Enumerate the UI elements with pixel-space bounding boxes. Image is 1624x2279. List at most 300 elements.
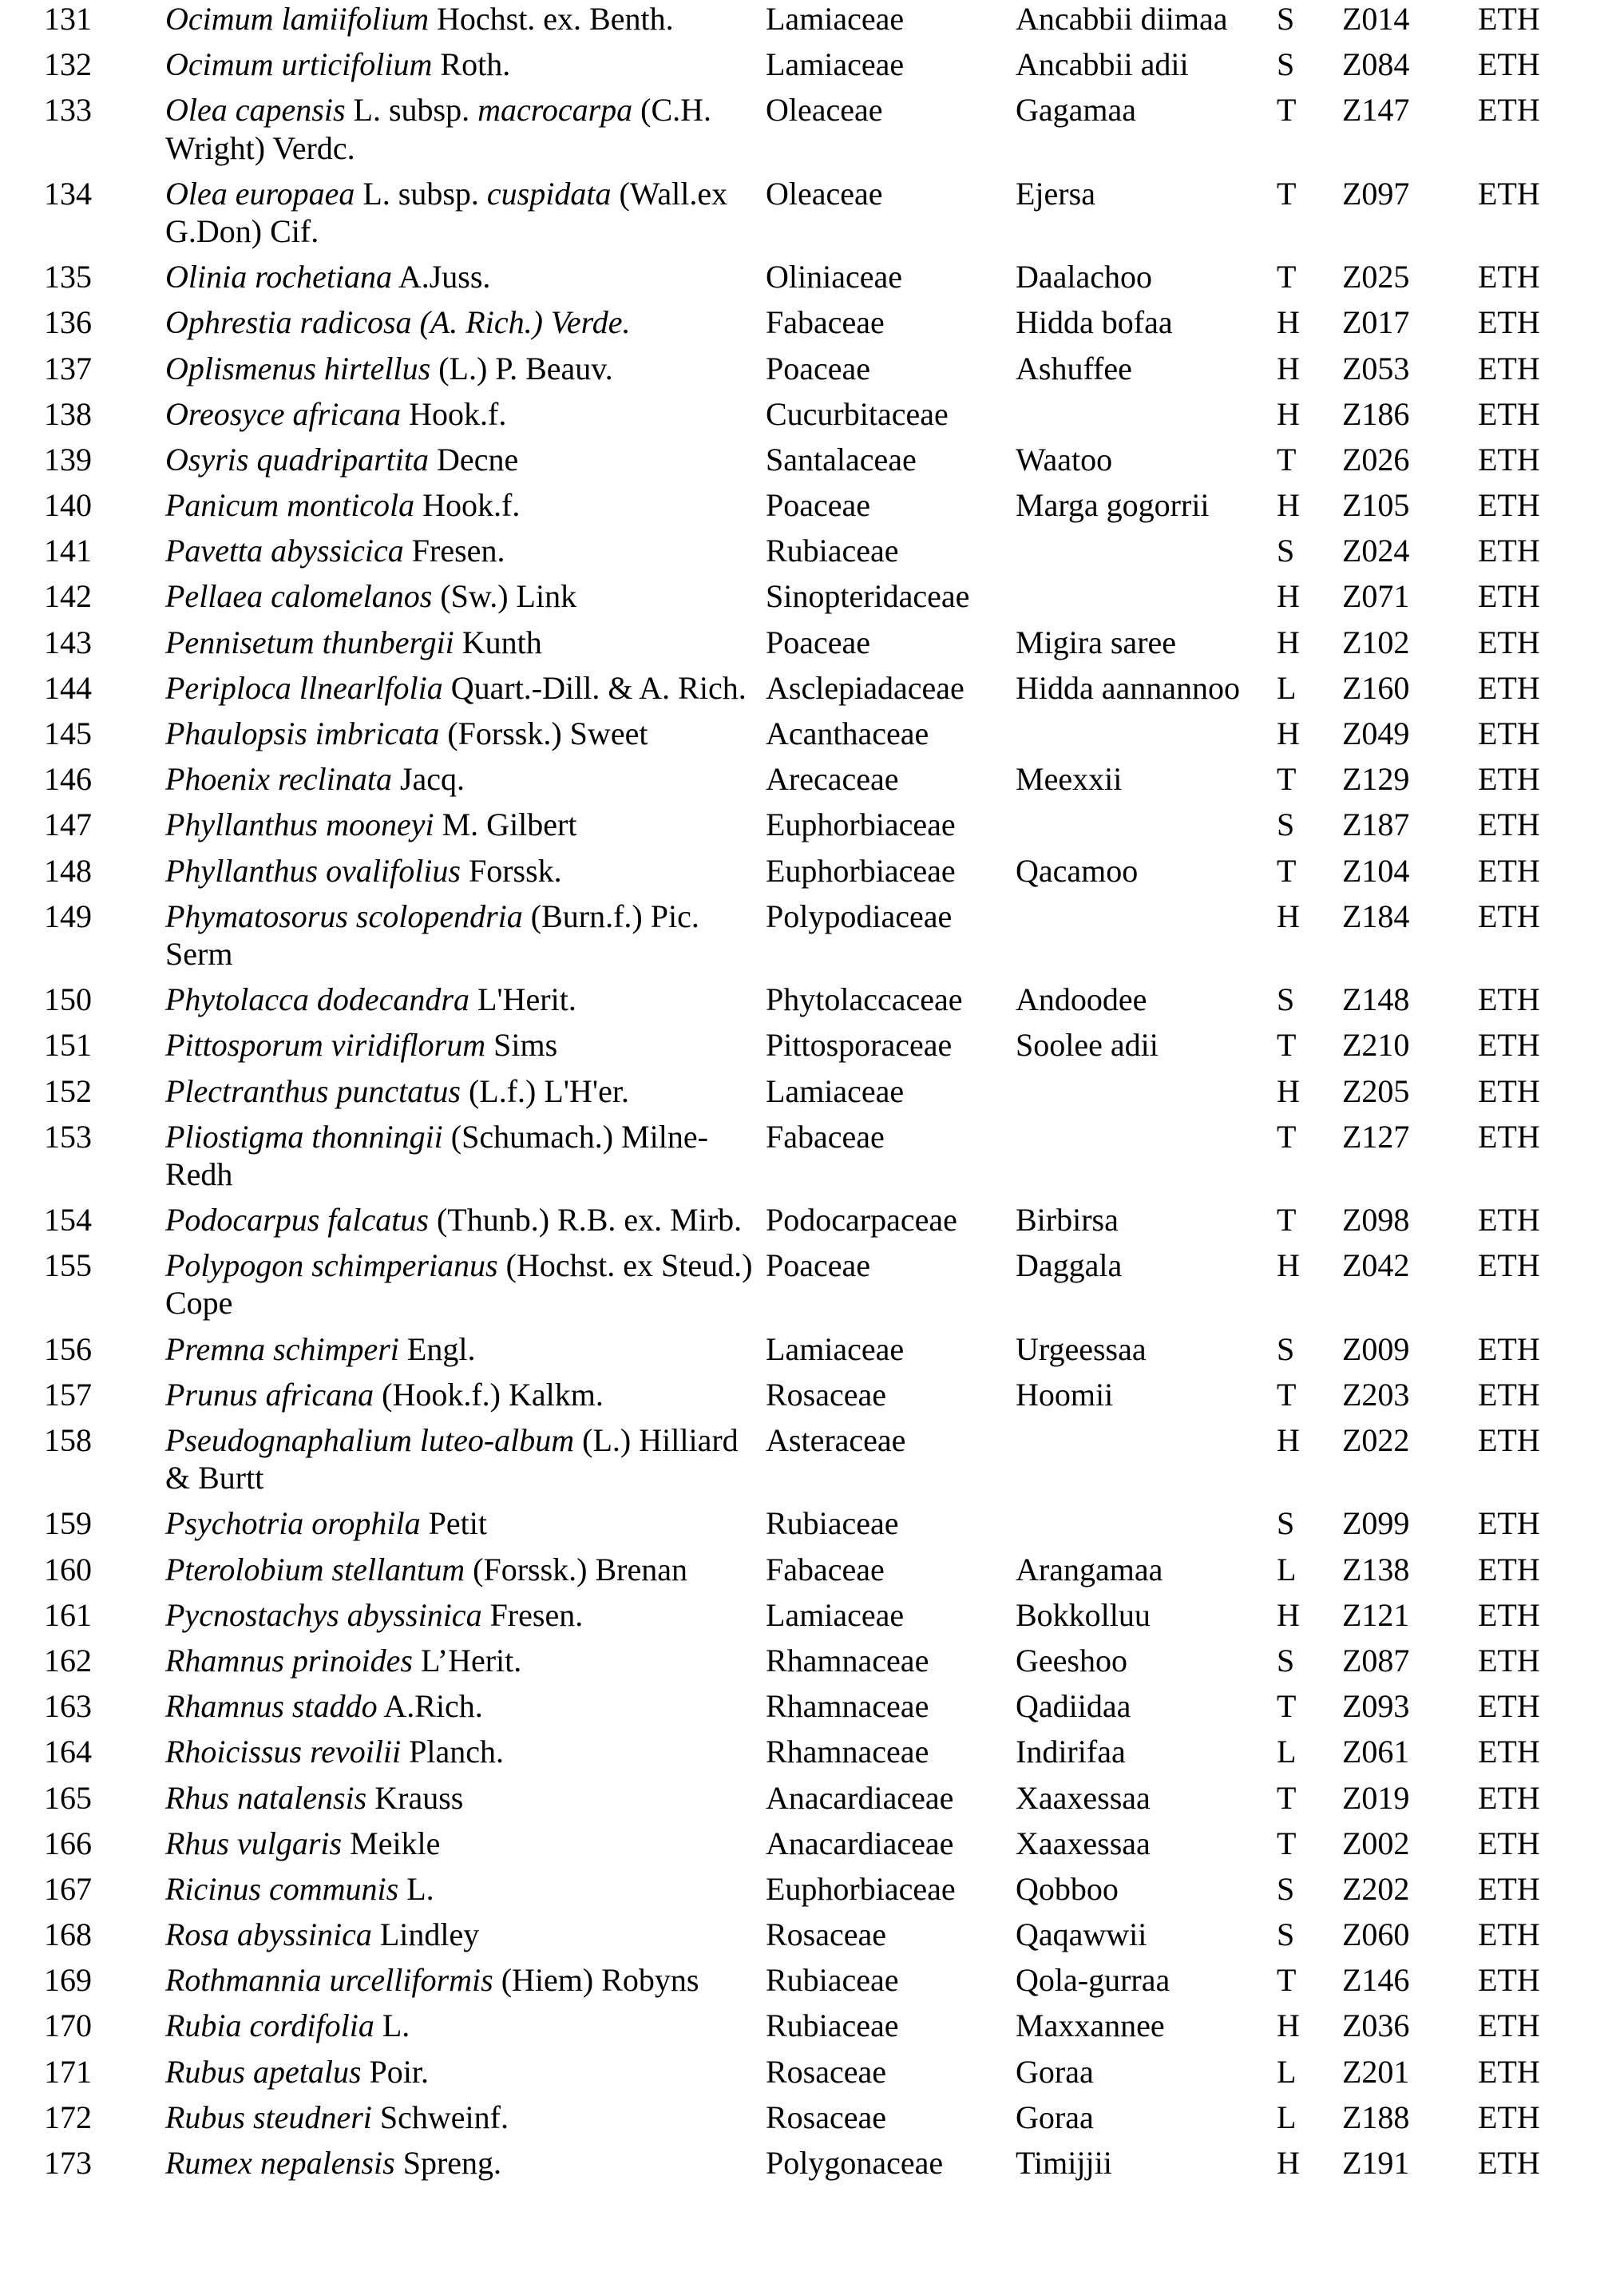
family-name: Lamiaceae <box>766 1072 905 1109</box>
table-row <box>0 1642 1624 1687</box>
family-name: Oleaceae <box>766 175 883 212</box>
scientific-name: Rothmannia urcelliformis (Hiem) Robyns <box>165 1962 699 1999</box>
local-name <box>1016 1118 1277 1201</box>
table-row <box>0 486 1624 532</box>
scientific-name: Phyllanthus ovalifolius Forssk. <box>165 852 562 889</box>
scientific-name: Rubia cordifolia L. <box>165 2008 410 2044</box>
family-name: Rosaceae <box>766 1376 887 1413</box>
row-spacer <box>112 1642 165 1687</box>
table-row <box>0 981 1624 1026</box>
country-code: ETH <box>1478 533 1540 569</box>
habit-code: L <box>1277 1734 1297 1770</box>
scientific-name: Rhus natalensis Krauss <box>165 1779 464 1816</box>
table-row <box>0 175 1624 258</box>
scientific-name: Phyllanthus mooneyi M. Gilbert <box>165 807 577 843</box>
table-row <box>0 1072 1624 1118</box>
local-name: Maxxannee <box>1016 2008 1165 2044</box>
voucher-code: Z036 <box>1342 2008 1410 2044</box>
table-row <box>0 2053 1624 2099</box>
habit-code: H <box>1277 715 1300 751</box>
local-name <box>1016 715 1277 760</box>
country-code: ETH <box>1478 1870 1540 1907</box>
scientific-name: Phoenix reclinata Jacq. <box>165 761 465 798</box>
scientific-name: Osyris quadripartita Decne <box>165 441 519 478</box>
local-name: Ashuffee <box>1016 350 1132 386</box>
habit-code: L <box>1277 2053 1297 2090</box>
local-name: Birbirsa <box>1016 1202 1119 1239</box>
table-row <box>0 1504 1624 1550</box>
country-code: ETH <box>1478 2053 1540 2090</box>
row-spacer <box>112 760 165 806</box>
row-spacer <box>112 669 165 715</box>
row-spacer <box>112 1421 165 1504</box>
country-code: ETH <box>1478 1 1540 37</box>
family-name: Polypodiaceae <box>766 898 953 934</box>
local-name: Timijjii <box>1016 2145 1112 2181</box>
table-row <box>0 624 1624 669</box>
local-name: Qaqawwii <box>1016 1916 1147 1953</box>
local-name: Urgeessaa <box>1016 1330 1147 1367</box>
voucher-code: Z187 <box>1342 807 1410 843</box>
row-number: 140 <box>44 487 92 524</box>
country-code: ETH <box>1478 395 1540 432</box>
scientific-name: Ocimum urticifolium Roth. <box>165 46 511 83</box>
table-row <box>0 258 1624 303</box>
country-code: ETH <box>1478 1734 1540 1770</box>
country-code: ETH <box>1478 1962 1540 1999</box>
country-code: ETH <box>1478 761 1540 798</box>
row-spacer <box>112 1916 165 1961</box>
local-name: Daggala <box>1016 1247 1123 1284</box>
row-spacer <box>112 1201 165 1247</box>
country-code: ETH <box>1478 1596 1540 1633</box>
local-name: Meexxii <box>1016 761 1123 798</box>
row-number: 151 <box>44 1027 92 1064</box>
table-row <box>0 441 1624 486</box>
local-name: Marga gogorrii <box>1016 487 1210 524</box>
scientific-name: Pennisetum thunbergii Kunth <box>165 624 542 660</box>
table-row <box>0 1201 1624 1247</box>
row-spacer <box>112 46 165 91</box>
family-name: Anacardiaceae <box>766 1779 954 1816</box>
local-name: Ancabbii diimaa <box>1016 1 1228 37</box>
row-number: 169 <box>44 1962 92 1999</box>
table-row <box>0 91 1624 174</box>
habit-code: H <box>1277 578 1300 615</box>
voucher-code: Z160 <box>1342 669 1410 706</box>
habit-code: S <box>1277 46 1295 83</box>
row-spacer <box>112 395 165 441</box>
row-spacer <box>112 303 165 349</box>
family-name: Rosaceae <box>766 2099 887 2135</box>
country-code: ETH <box>1478 669 1540 706</box>
family-name: Rhamnaceae <box>766 1734 929 1770</box>
family-name: Rubiaceae <box>766 2008 899 2044</box>
voucher-code: Z201 <box>1342 2053 1410 2090</box>
table-row <box>0 1247 1624 1330</box>
country-code: ETH <box>1478 1072 1540 1109</box>
habit-code: H <box>1277 1247 1300 1284</box>
row-spacer <box>112 1026 165 1072</box>
family-name: Oliniaceae <box>766 259 902 295</box>
family-name: Oleaceae <box>766 92 883 129</box>
habit-code: T <box>1277 1779 1297 1816</box>
family-name: Rubiaceae <box>766 533 899 569</box>
country-code: ETH <box>1478 1247 1540 1284</box>
row-number: 163 <box>44 1688 92 1725</box>
local-name <box>1016 806 1277 851</box>
row-spacer <box>112 852 165 898</box>
local-name: Qadiidaa <box>1016 1688 1131 1725</box>
scientific-name: Panicum monticola Hook.f. <box>165 487 521 524</box>
table-row <box>0 46 1624 91</box>
habit-code: H <box>1277 624 1300 660</box>
row-number: 144 <box>44 669 92 706</box>
habit-code: T <box>1277 852 1297 889</box>
voucher-code: Z024 <box>1342 533 1410 569</box>
row-spacer <box>112 350 165 395</box>
habit-code: T <box>1277 1202 1297 1239</box>
row-number: 171 <box>44 2053 92 2090</box>
habit-code: S <box>1277 1 1295 37</box>
voucher-code: Z009 <box>1342 1330 1410 1367</box>
voucher-code: Z098 <box>1342 1202 1410 1239</box>
habit-code: H <box>1277 2145 1300 2181</box>
family-name: Fabaceae <box>766 304 885 341</box>
row-spacer <box>112 0 165 46</box>
table-row <box>0 577 1624 623</box>
row-number: 155 <box>44 1247 92 1284</box>
country-code: ETH <box>1478 259 1540 295</box>
table-row <box>0 395 1624 441</box>
habit-code: T <box>1277 92 1297 129</box>
family-name: Lamiaceae <box>766 1 905 37</box>
voucher-code: Z205 <box>1342 1072 1410 1109</box>
habit-code: H <box>1277 898 1300 934</box>
voucher-code: Z184 <box>1342 898 1410 934</box>
voucher-code: Z019 <box>1342 1779 1410 1816</box>
scientific-name: Rhus vulgaris Meikle <box>165 1825 441 1861</box>
voucher-code: Z093 <box>1342 1688 1410 1725</box>
family-name: Lamiaceae <box>766 1330 905 1367</box>
country-code: ETH <box>1478 578 1540 615</box>
family-name: Poaceae <box>766 624 871 660</box>
scientific-name: Phaulopsis imbricata (Forssk.) Sweet <box>165 715 648 751</box>
row-number: 153 <box>44 1118 92 1155</box>
row-spacer <box>112 91 165 174</box>
row-spacer <box>112 1376 165 1421</box>
country-code: ETH <box>1478 2099 1540 2135</box>
table-row <box>0 1825 1624 1870</box>
family-name: Lamiaceae <box>766 46 905 83</box>
row-number: 168 <box>44 1916 92 1953</box>
family-name: Pittosporaceae <box>766 1027 953 1064</box>
habit-code: T <box>1277 175 1297 212</box>
habit-code: S <box>1277 533 1295 569</box>
voucher-code: Z042 <box>1342 1247 1410 1284</box>
scientific-name: Pycnostachys abyssinica Fresen. <box>165 1596 584 1633</box>
row-spacer <box>112 577 165 623</box>
scientific-name: Ophrestia radicosa (A. Rich.) Verde. <box>165 304 631 341</box>
voucher-code: Z026 <box>1342 441 1410 478</box>
row-number: 172 <box>44 2099 92 2135</box>
local-name: Hidda aannannoo <box>1016 669 1241 706</box>
table-row <box>0 1118 1624 1201</box>
local-name: Goraa <box>1016 2053 1094 2090</box>
family-name: Podocarpaceae <box>766 1202 957 1239</box>
habit-code: T <box>1277 441 1297 478</box>
scientific-name: Olea europaea L. subsp. cuspidata (Wall.ex G.Don) Cif. <box>165 175 728 249</box>
habit-code: H <box>1277 2008 1300 2044</box>
row-number: 147 <box>44 807 92 843</box>
habit-code: S <box>1277 807 1295 843</box>
table-row <box>0 1916 1624 1961</box>
country-code: ETH <box>1478 1330 1540 1367</box>
family-name: Fabaceae <box>766 1551 885 1587</box>
habit-code: L <box>1277 2099 1297 2135</box>
family-name: Rhamnaceae <box>766 1688 929 1725</box>
scientific-name: Ricinus communis L. <box>165 1870 434 1907</box>
row-number: 165 <box>44 1779 92 1816</box>
local-name <box>1016 577 1277 623</box>
row-number: 173 <box>44 2145 92 2181</box>
habit-code: T <box>1277 1825 1297 1861</box>
scientific-name: Plectranthus punctatus (L.f.) L'H'er. <box>165 1072 629 1109</box>
row-spacer <box>112 2053 165 2099</box>
voucher-code: Z210 <box>1342 1027 1410 1064</box>
family-name: Lamiaceae <box>766 1596 905 1633</box>
table-row <box>0 1026 1624 1072</box>
row-spacer <box>112 175 165 258</box>
voucher-code: Z203 <box>1342 1376 1410 1413</box>
local-name: Hoomii <box>1016 1376 1114 1413</box>
country-code: ETH <box>1478 441 1540 478</box>
row-spacer <box>112 441 165 486</box>
local-name <box>1016 1421 1277 1504</box>
family-name: Euphorbiaceae <box>766 852 956 889</box>
country-code: ETH <box>1478 981 1540 1018</box>
voucher-code: Z188 <box>1342 2099 1410 2135</box>
country-code: ETH <box>1478 304 1540 341</box>
row-number: 135 <box>44 259 92 295</box>
local-name: Goraa <box>1016 2099 1094 2135</box>
country-code: ETH <box>1478 175 1540 212</box>
table-row <box>0 303 1624 349</box>
scientific-name: Rubus steudneri Schweinf. <box>165 2099 509 2135</box>
country-code: ETH <box>1478 1688 1540 1725</box>
table-row <box>0 669 1624 715</box>
row-spacer <box>112 806 165 851</box>
row-number: 143 <box>44 624 92 660</box>
country-code: ETH <box>1478 1422 1540 1458</box>
family-name: Euphorbiaceae <box>766 1870 956 1907</box>
row-number: 154 <box>44 1202 92 1239</box>
scientific-name: Phytolacca dodecandra L'Herit. <box>165 981 576 1018</box>
scientific-name: Prunus africana (Hook.f.) Kalkm. <box>165 1376 604 1413</box>
local-name: Qola-gurraa <box>1016 1962 1170 1999</box>
row-spacer <box>112 486 165 532</box>
row-spacer <box>112 1687 165 1733</box>
local-name: Qobboo <box>1016 1870 1119 1907</box>
local-name <box>1016 532 1277 577</box>
family-name: Fabaceae <box>766 1118 885 1155</box>
voucher-code: Z186 <box>1342 395 1410 432</box>
scientific-name: Rhoicissus revoilii Planch. <box>165 1734 505 1770</box>
row-spacer <box>112 1247 165 1330</box>
voucher-code: Z099 <box>1342 1505 1410 1542</box>
row-number: 152 <box>44 1072 92 1109</box>
scientific-name: Rubus apetalus Poir. <box>165 2053 430 2090</box>
row-number: 156 <box>44 1330 92 1367</box>
row-number: 131 <box>44 1 92 37</box>
row-spacer <box>112 2099 165 2144</box>
habit-code: S <box>1277 1870 1295 1907</box>
row-spacer <box>112 1961 165 2007</box>
local-name <box>1016 395 1277 441</box>
family-name: Rosaceae <box>766 2053 887 2090</box>
scientific-name: Phymatosorus scolopendria (Burn.f.) Pic. Serm <box>165 898 699 972</box>
habit-code: T <box>1277 761 1297 798</box>
local-name <box>1016 898 1277 981</box>
scientific-name: Premna schimperi Engl. <box>165 1330 476 1367</box>
row-number: 133 <box>44 92 92 129</box>
row-number: 132 <box>44 46 92 83</box>
local-name: Xaaxessaa <box>1016 1825 1151 1861</box>
family-name: Poaceae <box>766 487 871 524</box>
local-name: Geeshoo <box>1016 1642 1127 1679</box>
table-row <box>0 0 1624 46</box>
row-number: 160 <box>44 1551 92 1587</box>
habit-code: H <box>1277 487 1300 524</box>
table-row <box>0 1870 1624 1916</box>
family-name: Poaceae <box>766 350 871 386</box>
country-code: ETH <box>1478 1916 1540 1953</box>
row-number: 159 <box>44 1505 92 1542</box>
country-code: ETH <box>1478 898 1540 934</box>
country-code: ETH <box>1478 624 1540 660</box>
country-code: ETH <box>1478 92 1540 129</box>
voucher-code: Z049 <box>1342 715 1410 751</box>
habit-code: L <box>1277 669 1297 706</box>
row-number: 141 <box>44 533 92 569</box>
table-row <box>0 852 1624 898</box>
scientific-name: Pterolobium stellantum (Forssk.) Brenan <box>165 1551 688 1587</box>
row-spacer <box>112 1072 165 1118</box>
family-name: Asclepiadaceae <box>766 669 964 706</box>
row-spacer <box>112 1779 165 1825</box>
row-number: 134 <box>44 175 92 212</box>
row-number: 137 <box>44 350 92 386</box>
local-name: Ancabbii adii <box>1016 46 1189 83</box>
family-name: Acanthaceae <box>766 715 929 751</box>
local-name: Daalachoo <box>1016 259 1153 295</box>
voucher-code: Z097 <box>1342 175 1410 212</box>
country-code: ETH <box>1478 1642 1540 1679</box>
row-spacer <box>112 258 165 303</box>
country-code: ETH <box>1478 1779 1540 1816</box>
local-name: Andoodee <box>1016 981 1147 1018</box>
table-row <box>0 1961 1624 2007</box>
family-name: Phytolaccaceae <box>766 981 963 1018</box>
voucher-code: Z060 <box>1342 1916 1410 1953</box>
family-name: Asteraceae <box>766 1422 906 1458</box>
voucher-code: Z017 <box>1342 304 1410 341</box>
voucher-code: Z002 <box>1342 1825 1410 1861</box>
habit-code: S <box>1277 981 1295 1018</box>
voucher-code: Z146 <box>1342 1962 1410 1999</box>
voucher-code: Z129 <box>1342 761 1410 798</box>
row-number: 136 <box>44 304 92 341</box>
country-code: ETH <box>1478 1118 1540 1155</box>
local-name: Xaaxessaa <box>1016 1779 1151 1816</box>
table-row <box>0 760 1624 806</box>
habit-code: S <box>1277 1330 1295 1367</box>
scientific-name: Rhamnus prinoides L’Herit. <box>165 1642 522 1679</box>
scientific-name: Rosa abyssinica Lindley <box>165 1916 480 1953</box>
scientific-name: Pavetta abyssicica Fresen. <box>165 533 505 569</box>
family-name: Rhamnaceae <box>766 1642 929 1679</box>
habit-code: T <box>1277 1688 1297 1725</box>
habit-code: T <box>1277 1118 1297 1155</box>
country-code: ETH <box>1478 715 1540 751</box>
family-name: Rosaceae <box>766 1916 887 1953</box>
table-row <box>0 1376 1624 1421</box>
voucher-code: Z087 <box>1342 1642 1410 1679</box>
scientific-name: Periploca llnearlfolia Quart.-Dill. & A. Rich. <box>165 669 747 706</box>
local-name: Arangamaa <box>1016 1551 1163 1587</box>
habit-code: H <box>1277 350 1300 386</box>
habit-code: S <box>1277 1916 1295 1953</box>
habit-code: H <box>1277 1422 1300 1458</box>
scientific-name: Polypogon schimperianus (Hochst. ex Steud.) Cope <box>165 1247 753 1322</box>
row-number: 150 <box>44 981 92 1018</box>
table-row <box>0 1421 1624 1504</box>
local-name: Ejersa <box>1016 175 1095 212</box>
table-row <box>0 1551 1624 1596</box>
row-spacer <box>112 1733 165 1778</box>
row-number: 146 <box>44 761 92 798</box>
voucher-code: Z105 <box>1342 487 1410 524</box>
voucher-code: Z104 <box>1342 852 1410 889</box>
scientific-name: Rumex nepalensis Spreng. <box>165 2145 502 2181</box>
country-code: ETH <box>1478 807 1540 843</box>
country-code: ETH <box>1478 487 1540 524</box>
table-row <box>0 806 1624 851</box>
voucher-code: Z014 <box>1342 1 1410 37</box>
family-name: Euphorbiaceae <box>766 807 956 843</box>
family-name: Rubiaceae <box>766 1962 899 1999</box>
table-row <box>0 350 1624 395</box>
voucher-code: Z191 <box>1342 2145 1410 2181</box>
table-row <box>0 2007 1624 2052</box>
row-number: 145 <box>44 715 92 751</box>
local-name: Bokkolluu <box>1016 1596 1151 1633</box>
habit-code: S <box>1277 1642 1295 1679</box>
family-name: Polygonaceae <box>766 2145 944 2181</box>
voucher-code: Z084 <box>1342 46 1410 83</box>
table-row <box>0 715 1624 760</box>
table-row <box>0 1687 1624 1733</box>
habit-code: H <box>1277 1072 1300 1109</box>
row-number: 170 <box>44 2008 92 2044</box>
scientific-name: Oreosyce africana Hook.f. <box>165 395 507 432</box>
habit-code: T <box>1277 1962 1297 1999</box>
row-spacer <box>112 1118 165 1201</box>
habit-code: H <box>1277 1596 1300 1633</box>
country-code: ETH <box>1478 46 1540 83</box>
country-code: ETH <box>1478 1505 1540 1542</box>
family-name: Anacardiaceae <box>766 1825 954 1861</box>
